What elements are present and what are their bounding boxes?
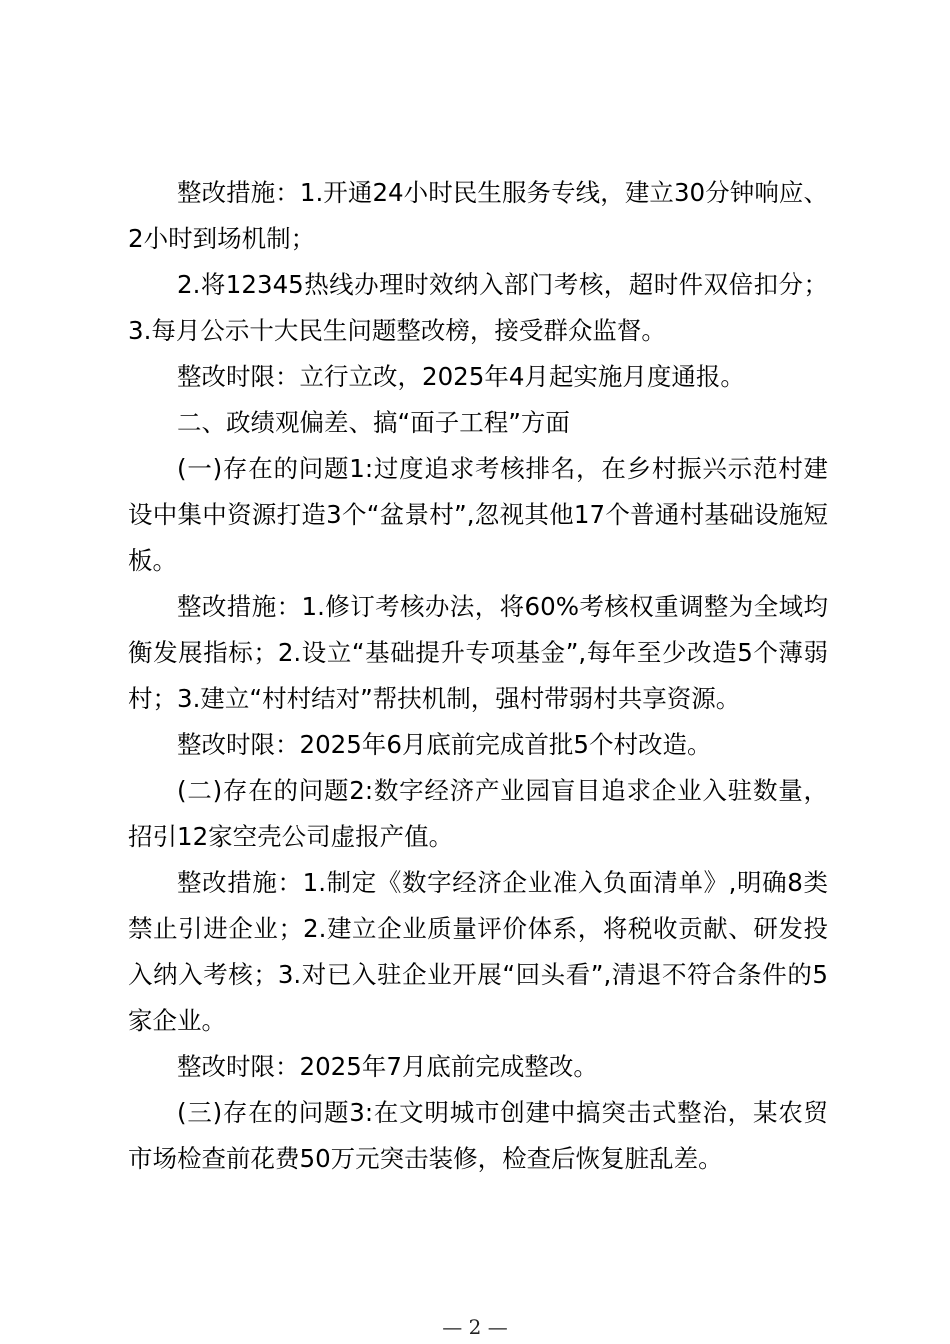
- page-number: — 2 —: [442, 1315, 508, 1339]
- paragraph-deadline-problem-1: 整改时限：2025年6月底前完成首批5个村改造。: [177, 730, 712, 759]
- section-heading-2: 二、政绩观偏差、搞“面子工程”方面: [177, 408, 570, 437]
- paragraph-measures-problem-1: 整改措施：1.修订考核办法，将60%考核权重调整为全域均衡发展指标；2.设立“基础提升专项基金”,每年至少改造5个薄弱村；3.建立“村村结对”帮扶机制，强村带弱村共享资源。: [128, 592, 828, 713]
- paragraph-problem-3: (三)存在的问题3:在文明城市创建中搞突击式整治，某农贸市场检查前花费50万元突击装修，检查后恢复脏乱差。: [128, 1098, 828, 1173]
- paragraph-measures-problem-2: 整改措施：1.制定《数字经济企业准入负面清单》,明确8类禁止引进企业；2.建立企业质量评价体系，将税收贡献、研发投入纳入考核；3.对已入驻企业开展“回头看”,清退不符合条件的5家企业。: [128, 868, 828, 1035]
- paragraph-problem-2: (二)存在的问题2:数字经济产业园盲目追求企业入驻数量，招引12家空壳公司虚报产值。: [128, 776, 828, 851]
- paragraph-measures-hotline-cont: 2.将12345热线办理时效纳入部门考核，超时件双倍扣分；3.每月公示十大民生问题整改榜，接受群众监督。: [128, 270, 828, 345]
- paragraph-deadline-1: 整改时限：立行立改，2025年4月起实施月度通报。: [177, 362, 745, 391]
- paragraph-measures-hotline: 整改措施：1.开通24小时民生服务专线，建立30分钟响应、2小时到场机制；: [128, 178, 828, 253]
- paragraph-problem-1: (一)存在的问题1:过度追求考核排名，在乡村振兴示范村建设中集中资源打造3个“盆景村”,忽视其他17个普通村基础设施短板。: [128, 454, 828, 575]
- document-body: [128, 170, 828, 1182]
- paragraph-deadline-problem-2: 整改时限：2025年7月底前完成整改。: [177, 1052, 598, 1081]
